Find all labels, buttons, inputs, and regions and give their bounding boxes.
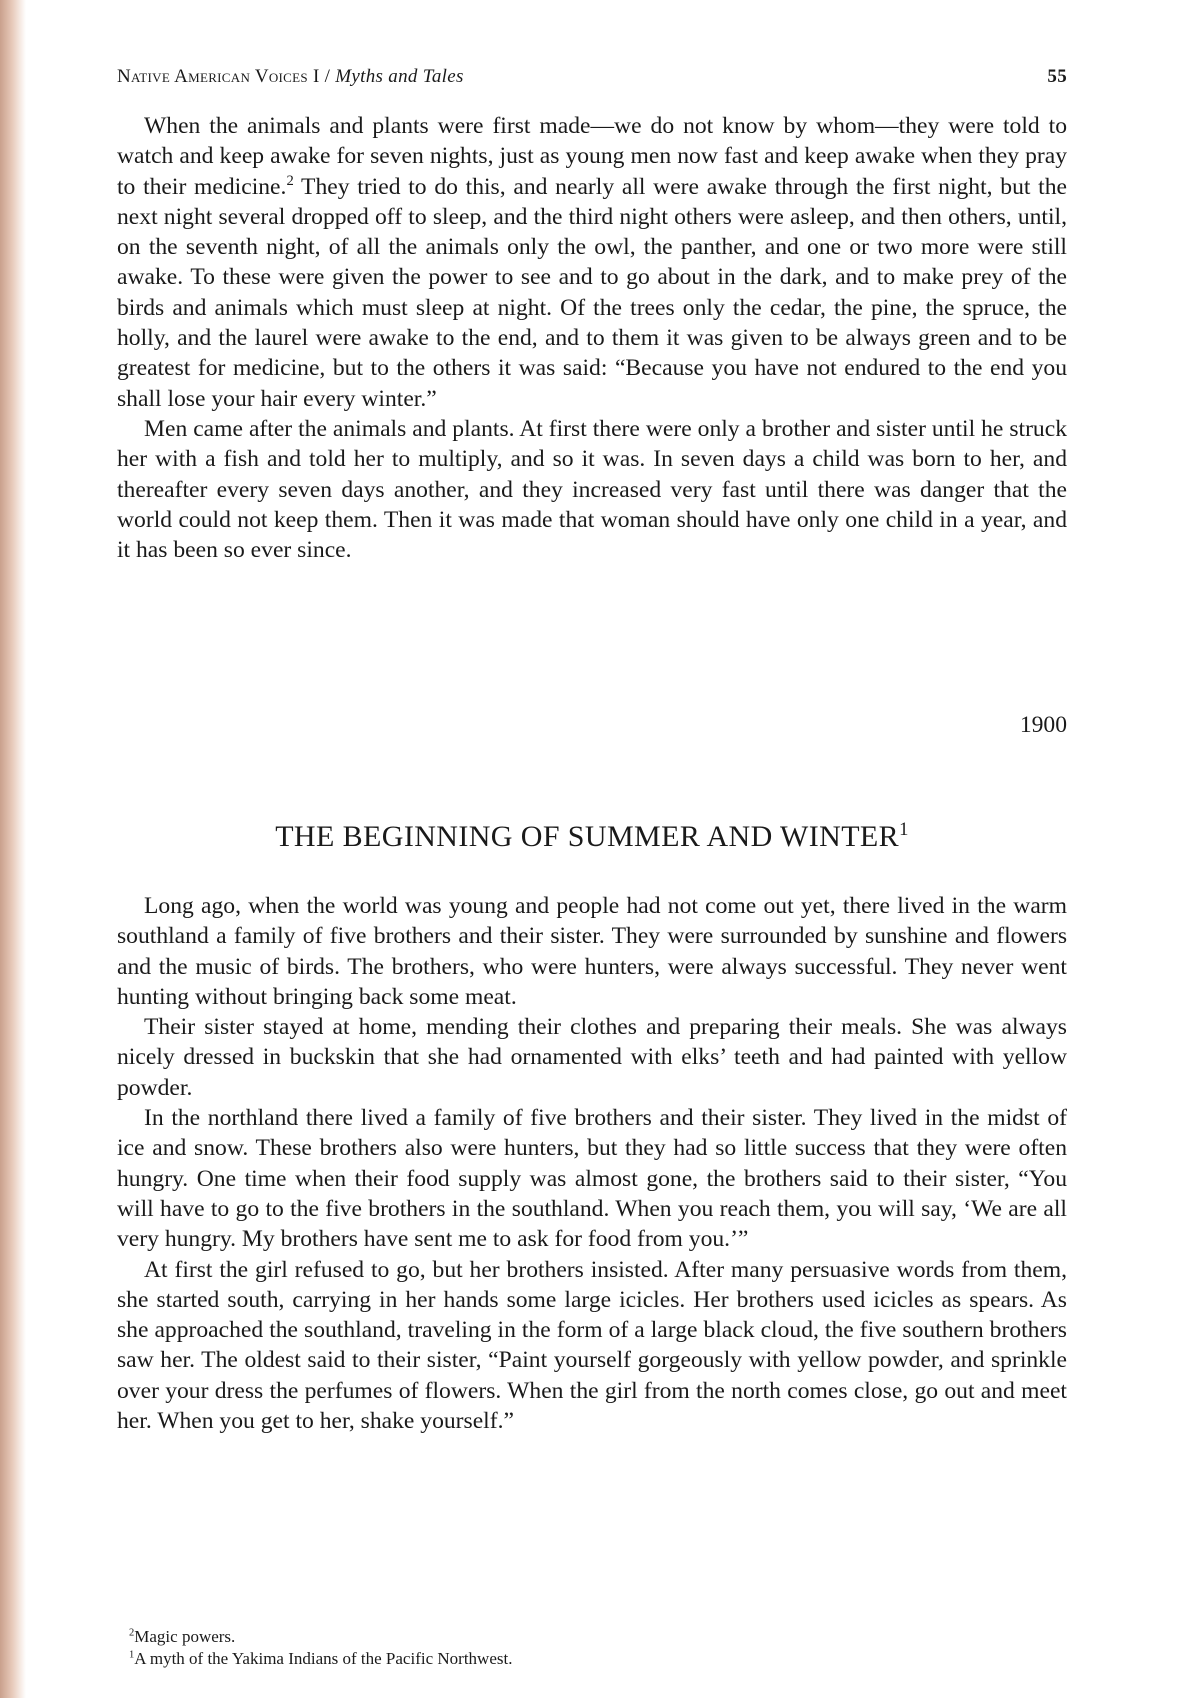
creation-story-text [117,111,1067,565]
head-separator: / [319,66,336,87]
paragraph: Long ago, when the world was young and people had not come out yet, there lived in the warm southland a family of five brothers and their sister. They were surrounded by sunshine and flowers and the music of birds. The brothers, who were hunters, were always successful. They never went hunting without bringing back some meat. [117,893,1067,1010]
footnote-ref: 2 [286,172,294,189]
page-number: 55 [1047,66,1067,87]
page-edge-shadow [0,0,26,1698]
footnote: $^2$Magic powers. [129,1627,236,1646]
story-text [117,891,1067,1436]
story-title: THE BEGINNING OF SUMMER AND WINTER$^1$ [275,819,909,853]
running-head [117,66,1067,88]
footnotes [129,1626,512,1670]
footnote-ref: 1 [899,819,909,840]
paragraph: Their sister stayed at home, mending their clothes and preparing their meals. She was always nicely dressed in buckskin that she had ornamented with elks’ teeth and had painted with yellow powder. [117,1014,1067,1101]
paragraph: At first the girl refused to go, but her brothers insisted. After many persuasive words from them, she started south, carrying in her hands some large icicles. Her brothers used icicles as spears. As she approached the southland, traveling in the form of a large black cloud, the five southern brothers saw her. The oldest said to their sister, “Paint yourself gorgeously with yellow powder, and sprinkle over your dress the perfumes of flowers. When the girl from the north comes close, go out and meet her. When you get to her, shake yourself.” [117,1256,1067,1435]
book-title: Native American Voices I [117,66,320,87]
date: 1900 [1019,712,1067,738]
paragraph: In the northland there lived a family of five brothers and their sister. They lived in the midst of ice and snow. These brothers also were hunters, but they had so little success that they were often hungry. One time when their food supply was almost gone, the brothers said to their sister, “You will have to go to the five brothers in the southland. When you reach them, you will say, ‘We are all very hungry. My brothers have sent me to ask for food from you.’” [117,1105,1067,1253]
section-title: Myths and Tales [335,66,464,87]
footnote: $^1$A myth of the Yakima Indians of the Pacific Northwest. [129,1649,513,1668]
book-page [117,0,1067,1698]
paragraph: When the animals and plants were first made—we do not know by whom—they were told to watch and keep awake for seven nights, just as young men now fast and keep awake when they pray to their medicine.$^2$ They tried to do this, and nearly all were awake through the first night, but the next night several dropped off to sleep, and the third night others were asleep, and then others, until, on the seventh night, of all the animals only the owl, the panther, and one or two more were still awake. To these were given the power to see and to go about in the dark, and to make prey of the birds and animals which must sleep at night. Of the trees only the cedar, the pine, the spruce, the holly, and the laurel were awake to the end, and to them it was given to be always green and to be greatest for medicine, but to the others it was said: “Because you have not endured to the end you shall lose your hair every winter.” [117,113,1067,412]
paragraph: Men came after the animals and plants. At first there were only a brother and sister until he struck her with a fish and told her to multiply, and so it was. In seven days a child was born to her, and thereafter every seven days another, and they increased very fast until there was danger that the world could not keep them. Then it was made that woman should have only one child in a year, and it has been so ever since. [117,415,1067,564]
